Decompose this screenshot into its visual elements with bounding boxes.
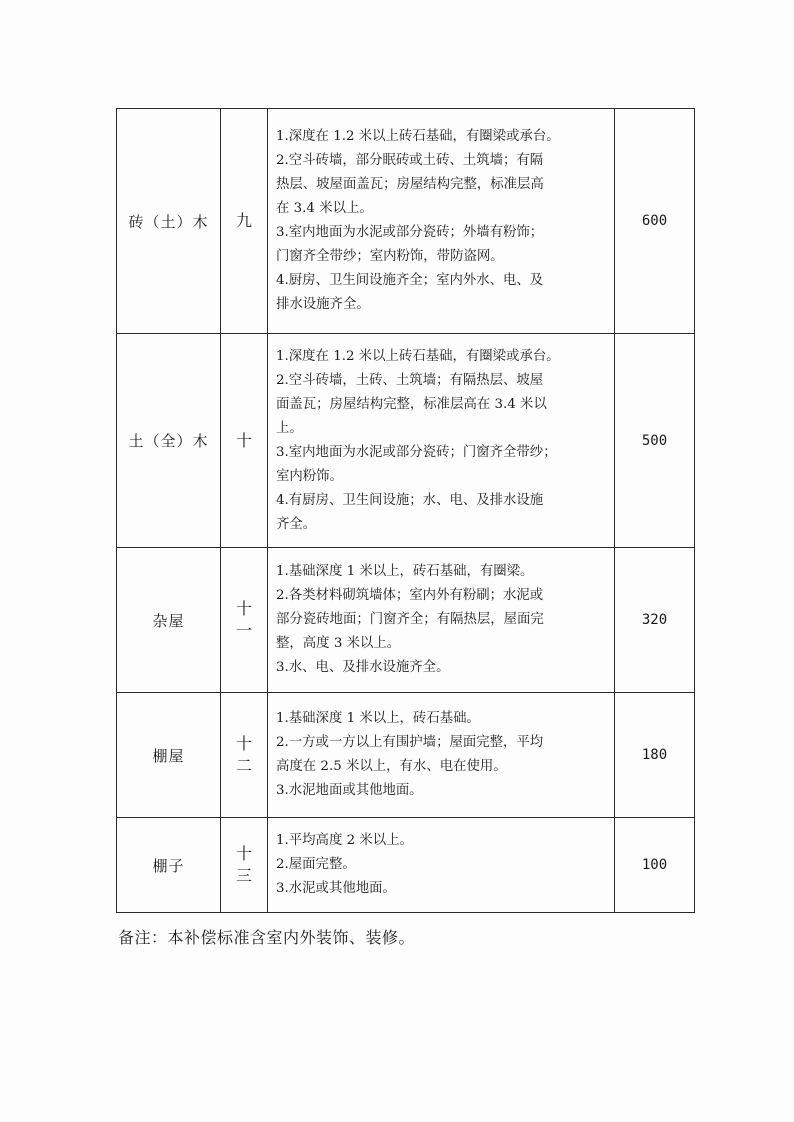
description-cell xyxy=(268,548,615,693)
structure-type-cell: 棚屋 xyxy=(117,693,221,818)
structure-type-cell: 土（全）木 xyxy=(117,334,221,548)
description-line: 上。 xyxy=(276,420,303,436)
description-line: 部分瓷砖地面；门窗齐全；有隔热层，屋面完 xyxy=(276,612,544,627)
structure-type-cell: 杂屋 xyxy=(117,548,221,693)
description-line: 2.空斗砖墙，土砖、土筑墙；有隔热层、坡屋 xyxy=(276,372,544,388)
grade-cell xyxy=(221,693,268,818)
description-line: 3.水泥或其他地面。 xyxy=(276,881,396,896)
grade-cell xyxy=(221,548,268,693)
description-line: 2.空斗砖墙，部分眠砖或土砖、土筑墙；有隔 xyxy=(276,153,544,168)
description-line: 整，高度 3 米以上。 xyxy=(276,636,401,651)
description-line: 1.深度在 1.2 米以上砖石基础，有圈梁或承台。 xyxy=(276,129,560,144)
description-line: 3.室内地面为水泥或部分瓷砖；外墙有粉饰； xyxy=(276,225,544,240)
grade-char: 二 xyxy=(235,756,252,775)
grade-cell xyxy=(221,818,268,913)
description-line: 室内粉饰。 xyxy=(276,468,343,484)
price-cell: 600 xyxy=(615,109,695,334)
structure-type-cell: 砖（土）木 xyxy=(117,109,221,334)
description-line: 1.平均高度 2 米以上。 xyxy=(276,833,413,848)
description-cell xyxy=(268,818,615,913)
grade-char: 一 xyxy=(235,621,252,640)
table-row xyxy=(117,334,695,548)
description-cell xyxy=(268,334,615,548)
table-row xyxy=(117,693,695,818)
description-line: 3.室内地面为水泥或部分瓷砖；门窗齐全带纱； xyxy=(276,444,557,460)
description-line: 2.屋面完整。 xyxy=(276,857,356,872)
description-line: 在 3.4 米以上。 xyxy=(276,201,373,216)
price-cell: 500 xyxy=(615,334,695,548)
compensation-standard-table xyxy=(116,108,695,913)
description-line: 1.基础深度 1 米以上，砖石基础，有圈梁。 xyxy=(276,564,534,579)
description-line: 排水设施齐全。 xyxy=(276,297,370,312)
table-row xyxy=(117,818,695,913)
description-line: 1.基础深度 1 米以上，砖石基础。 xyxy=(276,711,480,726)
description-line: 热层、坡屋面盖瓦；房屋结构完整，标准层高 xyxy=(276,177,544,192)
grade-cell xyxy=(221,334,268,548)
description-line: 面盖瓦；房屋结构完整，标准层高在 3.4 米以 xyxy=(276,396,547,412)
description-line: 3.水、电、及排水设施齐全。 xyxy=(276,660,450,675)
description-cell xyxy=(268,693,615,818)
table-row xyxy=(117,548,695,693)
grade-char: 十 xyxy=(235,844,252,863)
grade-char: 三 xyxy=(235,866,252,885)
grade-char: 九 xyxy=(235,211,252,230)
price-cell: 100 xyxy=(615,818,695,913)
grade-char: 十 xyxy=(235,734,252,753)
description-line: 1.深度在 1.2 米以上砖石基础，有圈梁或承台。 xyxy=(276,348,560,364)
description-line: 门窗齐全带纱；室内粉饰，带防盗网。 xyxy=(276,249,504,264)
price-cell: 180 xyxy=(615,693,695,818)
description-line: 高度在 2.5 米以上，有水、电在使用。 xyxy=(276,759,507,774)
remark-note: 备注：本补偿标准含室内外装饰、装修。 xyxy=(118,928,416,947)
price-cell: 320 xyxy=(615,548,695,693)
description-line: 2.一方或一方以上有围护墙；屋面完整，平均 xyxy=(276,735,544,750)
description-line: 4.有厨房、卫生间设施；水、电、及排水设施 xyxy=(276,492,544,508)
description-line: 3.水泥地面或其他地面。 xyxy=(276,783,423,798)
description-line: 4.厨房、卫生间设施齐全；室内外水、电、及 xyxy=(276,273,544,288)
grade-char: 十 xyxy=(235,430,252,450)
description-line: 齐全。 xyxy=(276,516,317,532)
table-row xyxy=(117,109,695,334)
grade-cell xyxy=(221,109,268,334)
description-line: 2.各类材料砌筑墙体；室内外有粉刷；水泥或 xyxy=(276,588,544,603)
structure-type-cell: 棚子 xyxy=(117,818,221,913)
grade-char: 十 xyxy=(235,599,252,618)
description-cell xyxy=(268,109,615,334)
